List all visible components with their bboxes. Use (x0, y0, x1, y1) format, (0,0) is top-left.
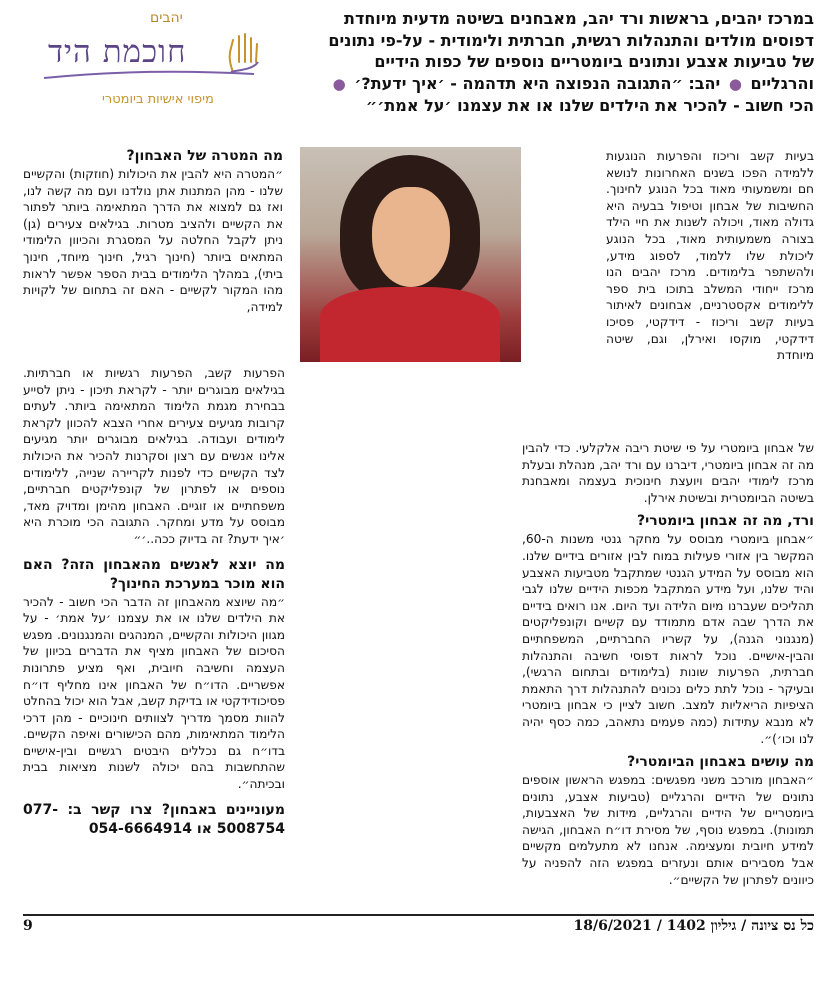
logo-tagline: מיפוי אישיות ביומטרי (102, 92, 214, 107)
bullet-icon: ● (332, 74, 346, 93)
logo (30, 6, 260, 114)
answer-outcome: ״מה שיוצא מהאבחון זה הדבר הכי חשוב - להכיר את הילדים שלנו או את עצמנו ׳על אמת׳ - על מגוון היכולות והקשיים, המנהגים והמנגנונים. מפגש הסיכום של האבחון מציף את הדברים בכיוון של העצמה וחשיבה חיובית, ואף מציע פתרונות אפשריים. הדו״ח של האבחון אינו מחליף דו״ח פסיכודידקטי או בדיקת קשב, אבל הוא יכול בהחלט להוות מסמך מדריך לצוותים חינוכיים - מהן דרכי הלימוד המתאימות, מהם הכישורים ואיפה הקשיים. בדו״ח גם נכללים היבטים רגשיים ובין-אישיים שהתחשבות בהם יכולה לשנות מציאות בבית ובכיתה״. (23, 594, 285, 792)
logo-brand-top: יהבים (150, 10, 183, 26)
column-right (606, 148, 814, 364)
contact-info: מעוניינים באבחון? צרו קשר ב: 077-5008754 או 054-6664914 (23, 801, 285, 837)
answer-what-is: ״אבחון ביומטרי מבוסס על מחקר גנטי משנות ה-60, המקשר בין אזורי פעילות במוח לבין אזורים בידיים שלנו. הוא מבוסס על המידע הגנטי שמתקבל מטביעות האצבע והיד שלנו, ועל מידע המתקבל מכפות הידיים שלנו לגבי תהליכים שעברנו מיום הלידה ועד היום. אנו רואים בידיים את הדרך שבה אדם מתמודד עם קשיים וקונפליקטים (מנגנוני הגנה), על קשריו החברתיים, המשפחתיים והבין-אישיים. נוכל לראות דפוסי חשיבה והתנהלות חברתית, הפרעות שונות (בלימודים ובתחום הרגשי), ובעיקר - נוכל לתת כלים נכונים להתנהלות דרך התאמת הציפיות הריאליות למצב. חשוב לציין כי אבחון ביומטרי לא מנבא עתידות (כמה פעמים נתאהב, כמה כסף יהיה לנו וכו׳)״. (522, 532, 814, 746)
question-goal: מה המטרה של האבחון? (126, 148, 283, 164)
paragraph-intro: בעיות קשב וריכוז והפרעות הנוגעות ללמידה הפכו בשנים האחרונות לנושא חם ומשמעותי מאוד בכל הנוגע לחינוך. החשיבות של אבחון וטיפול בבעיה היא גדולה מאוד, ויכולה לשנות את חיי הילד בצורה משמעותית מאוד, בכל הנוגע ליכולת שלו ללמוד, לספוג מידע, ולהשתפר בלימודים. מרכז יהבים הנו מרכז ייחודי המשלב בתוכו בית ספר ללימודים אקסטרניים, אבחונים לאיתור בעיות קשב וריכוז - דידקטי, פסיכו דידקטי, מוקסו ואירלן, וגם, שיטה מיוחדת (606, 149, 814, 363)
question-what-is: ורד, מה זה אבחון ביומטרי? (637, 513, 814, 530)
paragraph-biometric-method: של אבחון ביומטרי על פי שיטת ריבה אלקלעי. כדי להבין מה זה אבחון ביומטרי, דיברנו עם ורד יהב, מנהלת ובעלת מרכז לימודי יהבים ויועצת חינוכית בעצמה ומאבחנת בשיטה הביומטרית ובשיטת אירלן. (522, 441, 814, 505)
photo-face (372, 187, 450, 287)
answer-process: ״האבחון מורכב משני מפגשים: במפגש הראשון אוספים נתונים של הידיים והרגליים (טביעות אצבע, נתונים ביומטריים של הידיים והרגליים, מידות של האצבעות, תמונות). במפגש נוסף, של מסירת דו״ח האבחון, הגישה למידע חיובית ומעצימה. אנחנו לא מתעלמים מקשיים אבל מסבירים אותם ונעזרים במפגש הזה להפניה על כיוונים לפתרון של הקשיים״. (522, 773, 814, 887)
page-footer (23, 918, 814, 940)
page-number: 9 (23, 918, 33, 934)
intro-quote-2: הכי חשוב - להכיר את הילדים שלנו או את עצמנו ׳על אמת׳״ (365, 96, 814, 115)
question-process: מה עושים באבחון הביומטרי? (627, 754, 814, 771)
photo-dress (320, 287, 500, 362)
intro-quote-1: יהב: ״התגובה הנפוצה היא תדהמה - ׳איך ידעת?׳ (354, 73, 721, 93)
column-right-bottom (522, 440, 814, 888)
bullet-icon: ● (728, 74, 742, 93)
column-left-top (23, 147, 283, 315)
logo-brand-main: חוכמת היד (48, 34, 187, 70)
footer-rule (23, 914, 814, 916)
portrait-photo (300, 147, 521, 362)
article-intro (314, 8, 814, 117)
question-outcome: מה יוצא לאנשים מהאבחון הזה? האם הוא מוכר במערכת החינוך? (23, 556, 285, 592)
column-left-middle (23, 365, 285, 839)
answer-goal-part2: הפרעות קשב, הפרעות רגשיות או חברתיות. בגילאים מבוגרים יותר - לקראת תיכון - ניתן לסייע בבחירת מגמת הלימוד המתאימה ביותר. לעתים קרובות מגיעים צעירים אחרי הצבא להכוון לקראת לימודים ועבודה. בגילאים מבוגרים יותר מגיעים אלינו אנשים עם רצון וסקרנות להכיר את היכולות לצד הקשיים כדי לפנות לקריירה שנייה, ללימודים נוספים או לפתרון של קונפליקטים חברתיים, משפחתיים או זוגיים. האבחון מהימן ומדויק מאד, מבוסס על מדע ומחקר. התגובה הכי מוכרת היא ׳איך ידעת? זה בדיוק ככה..׳״ (23, 366, 285, 546)
intro-text: במרכז יהבים, בראשות ורד יהב, מאבחנים בשיטה מדעית מיוחדת דפוסים מולדים והתנהלות רגשית, חברתית ולימודית - על-פי נתונים של טביעות אצבע ונתונים ביומטריים נוספים של כפות הידיים והרגליים (328, 9, 814, 93)
logo-swoosh (42, 70, 256, 80)
hand-icon (225, 32, 261, 74)
publication-info: כל נס ציונה / גיליון 1402 / 18/6/2021 (573, 918, 814, 934)
answer-goal-part1: ״המטרה היא להבין את היכולות (חוזקות) והקשיים שלנו - מהן המתנות אתן נולדנו ועם מה קשה לנו, ואז גם למצוא את הדרך המתאימה ביותר לפתור את הקשיים ולהציב מטרות. בגילאים צעירים (גן) ניתן לקבל החלטה על המסגרת והכיוון הלימודי המתאים ביותר (חינוך רגיל, חינוך מיוחד, חינוך ביתי), במהלך הלימודים בבית הספר אפשר לראות מהו המקור לקשיים - האם זה בתחום של לקויות למידה, (23, 167, 283, 314)
